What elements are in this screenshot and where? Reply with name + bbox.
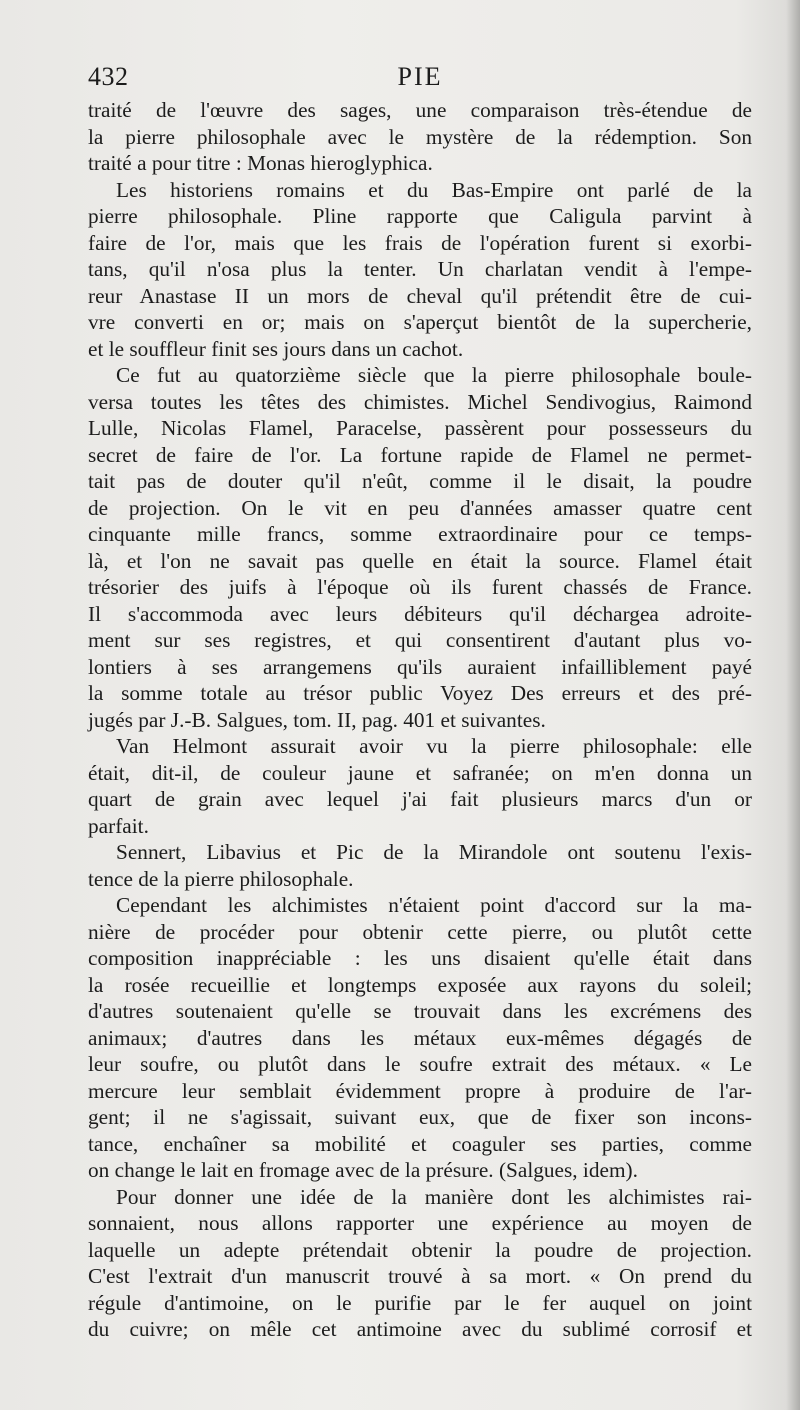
text-line: Pour donner une idée de la manière dont les alchimistes rai-	[116, 1184, 752, 1209]
text-line: de projection. On le vit en peu d'années amasser quatre cent	[88, 495, 752, 520]
text-line: vre converti en or; mais on s'aperçut bientôt de la supercherie,	[88, 310, 752, 334]
text-line: était, dit-il, de couleur jaune et safranée; on m'en donna un	[88, 760, 752, 785]
text-line: et le souffleur finit ses jours dans un cachot.	[88, 336, 464, 361]
text-line: leur soufre, ou plutôt dans le soufre extrait des métaux. « Le	[88, 1052, 752, 1076]
text-line: Lulle, Nicolas Flamel, Paracelse, passèrent pour possesseurs du	[88, 416, 752, 440]
text-line: composition inappréciable : les uns disaient qu'elle était dans	[88, 946, 752, 970]
text-line: tance, enchaîner sa mobilité et coaguler ses parties, comme	[88, 1131, 752, 1156]
text-line: Cependant les alchimistes n'étaient point d'accord sur la ma-	[116, 893, 752, 917]
text-line: ment sur ses registres, et qui consentirent d'autant plus vo-	[88, 628, 752, 652]
text-line: reur Anastase II un mors de cheval qu'il prétendit être de cui-	[88, 283, 752, 308]
text-line: Les historiens romains et du Bas-Empire ont parlé de la	[116, 177, 752, 202]
running-head: PIE	[397, 62, 443, 91]
text-line: secret de faire de l'or. La fortune rapide de Flamel ne permet-	[88, 442, 752, 467]
text-line: on change le lait en fromage avec de la présure. (Salgues, idem).	[88, 1158, 638, 1182]
text-line: versa toutes les têtes des chimistes. Michel Sendivogius, Raimond	[88, 389, 752, 414]
text-line: animaux; d'autres dans les métaux eux-mêmes dégagés de	[88, 1025, 752, 1050]
text-line: mercure leur semblait évidemment propre à produire de l'ar-	[88, 1078, 752, 1103]
page-header	[88, 62, 752, 96]
text-line: traité a pour titre : Monas hieroglyphica.	[88, 151, 433, 175]
text-line: jugés par J.-B. Salgues, tom. II, pag. 401 et suivantes.	[88, 707, 546, 732]
text-line: Sennert, Libavius et Pic de la Mirandole ont soutenu l'exis-	[116, 840, 752, 864]
page-edge-shadow	[786, 0, 800, 1410]
text-line: Van Helmont assurait avoir vu la pierre philosophale: elle	[116, 734, 752, 758]
text-line: la pierre philosophale avec le mystère de la rédemption. Son	[88, 124, 752, 149]
text-line: C'est l'extrait d'un manuscrit trouvé à sa mort. « On prend du	[88, 1264, 752, 1288]
text-line: la rosée recueillie et longtemps exposée aux rayons du soleil;	[88, 972, 752, 997]
text-line: d'autres soutenaient qu'elle se trouvait dans les excrémens des	[88, 999, 752, 1023]
text-line: pierre philosophale. Pline rapporte que Caligula parvint à	[88, 204, 752, 228]
text-line: quart de grain avec lequel j'ai fait plusieurs marcs d'un or	[88, 787, 752, 811]
text-line: faire de l'or, mais que les frais de l'opération furent si exorbi-	[88, 230, 752, 255]
text-line: gent; il ne s'agissait, suivant eux, que de fixer son incons-	[88, 1105, 752, 1129]
text-line: nière de procéder pour obtenir cette pierre, ou plutôt cette	[88, 919, 752, 944]
text-line: trésorier des juifs à l'époque où ils furent chassés de France.	[88, 575, 752, 599]
text-line: parfait.	[88, 813, 149, 838]
text-line: tait pas de douter qu'il n'eût, comme il le disait, la poudre	[88, 469, 752, 493]
text-line: là, et l'on ne savait pas quelle en était la source. Flamel était	[88, 548, 752, 573]
text-line: régule d'antimoine, on le purifie par le fer auquel on joint	[88, 1290, 752, 1315]
text-line: Ce fut au quatorzième siècle que la pierre philosophale boule-	[116, 363, 752, 387]
text-line: lontiers à ses arrangemens qu'ils auraient infailliblement payé	[88, 654, 752, 679]
text-line: tans, qu'il n'osa plus la tenter. Un charlatan vendit à l'empe-	[88, 257, 752, 281]
text-line: du cuivre; on mêle cet antimoine avec du sublimé corrosif et	[88, 1317, 752, 1341]
page-number: 432	[88, 62, 129, 91]
text-line: cinquante mille francs, somme extraordinaire pour ce temps-	[88, 522, 752, 546]
text-line: traité de l'œuvre des sages, une comparaison très-étendue de	[88, 98, 752, 122]
text-line: Il s'accommoda avec leurs débiteurs qu'il déchargea adroite-	[88, 601, 752, 626]
text-line: sonnaient, nous allons rapporter une expérience au moyen de	[88, 1211, 752, 1235]
text-line: la somme totale au trésor public Voyez Des erreurs et des pré-	[88, 681, 752, 705]
body-text	[88, 97, 752, 1343]
text-line: laquelle un adepte prétendait obtenir la poudre de projection.	[88, 1237, 752, 1262]
text-line: tence de la pierre philosophale.	[88, 866, 354, 891]
